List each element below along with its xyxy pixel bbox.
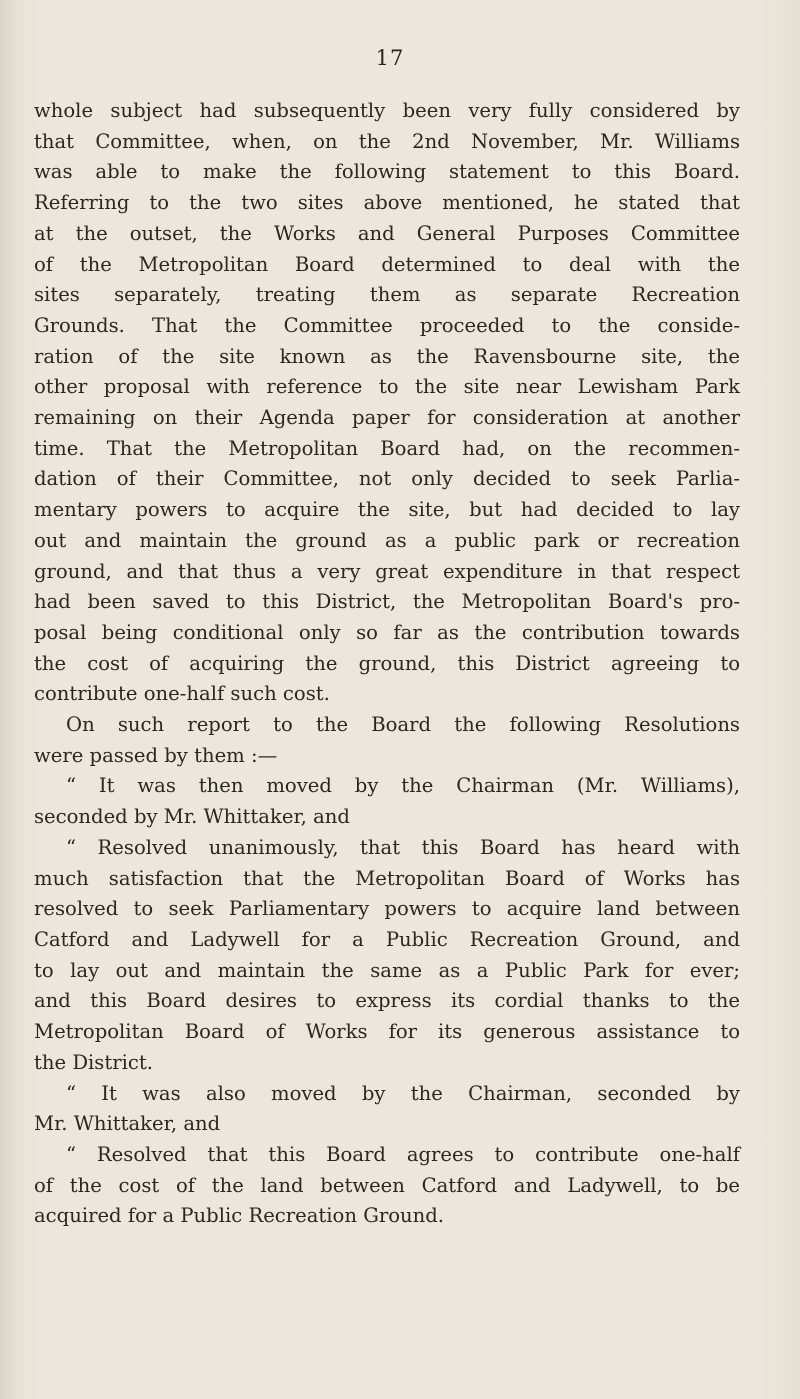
text-line: “ It was then moved by the Chairman (Mr. Williams),	[66, 774, 740, 798]
text-line: the District.	[34, 1050, 153, 1074]
text-line: of the cost of the land between Catford and Ladywell, to be	[34, 1173, 740, 1197]
body-text	[34, 96, 740, 1232]
text-line: Grounds. That the Committee proceeded to the conside-	[34, 313, 740, 337]
page-number: 17	[375, 46, 405, 70]
text-line: Catford and Ladywell for a Public Recreation Ground, and	[34, 927, 740, 951]
text-line: “ Resolved that this Board agrees to contribute one-half	[66, 1142, 740, 1166]
text-line: acquired for a Public Recreation Ground.	[34, 1204, 445, 1228]
text-line: seconded by Mr. Whittaker, and	[34, 805, 350, 829]
text-line: at the outset, the Works and General Purposes Committee	[34, 221, 740, 245]
text-line: that Committee, when, on the 2nd November, Mr. Williams	[34, 129, 740, 153]
text-line: was able to make the following statement to this Board.	[34, 160, 740, 184]
text-line: contribute one-half such cost.	[34, 682, 330, 706]
text-line: Referring to the two sites above mentioned, he stated that	[34, 191, 740, 215]
paragraph	[34, 710, 740, 771]
text-line: Mr. Whittaker, and	[34, 1112, 221, 1136]
text-line: to lay out and maintain the same as a Public Park for ever;	[34, 958, 740, 982]
text-line: were passed by them :—	[34, 743, 278, 767]
text-line: resolved to seek Parliamentary powers to acquire land between	[34, 897, 740, 921]
text-line: ground, and that thus a very great expenditure in that respect	[34, 559, 740, 583]
text-line: and this Board desires to express its cordial thanks to the	[34, 989, 740, 1013]
text-line: the cost of acquiring the ground, this District agreeing to	[34, 651, 740, 675]
text-line: remaining on their Agenda paper for consideration at another	[34, 406, 740, 430]
paragraph	[34, 1079, 740, 1140]
text-line: much satisfaction that the Metropolitan Board of Works has	[34, 866, 740, 890]
paragraph	[34, 1140, 740, 1232]
text-line: Metropolitan Board of Works for its generous assistance to	[34, 1020, 740, 1044]
text-line: ration of the site known as the Ravensbourne site, the	[34, 344, 740, 368]
text-line: dation of their Committee, not only decided to seek Parlia-	[34, 467, 740, 491]
text-line: On such report to the Board the following Resolutions	[66, 713, 740, 737]
text-line: time. That the Metropolitan Board had, on the recommen-	[34, 436, 740, 460]
text-line: “ It was also moved by the Chairman, seconded by	[66, 1081, 740, 1105]
text-line: of the Metropolitan Board determined to deal with the	[34, 252, 740, 276]
text-line: whole subject had subsequently been very fully considered by	[34, 99, 740, 122]
text-line: out and maintain the ground as a public park or recreation	[34, 528, 740, 552]
paragraph	[34, 96, 740, 710]
text-line: “ Resolved unanimously, that this Board has heard with	[66, 835, 740, 859]
paragraph	[34, 833, 740, 1079]
paragraph	[34, 771, 740, 832]
text-line: had been saved to this District, the Metropolitan Board's pro-	[34, 590, 740, 614]
text-line: sites separately, treating them as separate Recreation	[34, 283, 740, 307]
text-line: mentary powers to acquire the site, but had decided to lay	[34, 498, 740, 522]
text-line: other proposal with reference to the site near Lewisham Park	[34, 375, 740, 399]
text-line: posal being conditional only so far as the contribution towards	[34, 620, 740, 644]
